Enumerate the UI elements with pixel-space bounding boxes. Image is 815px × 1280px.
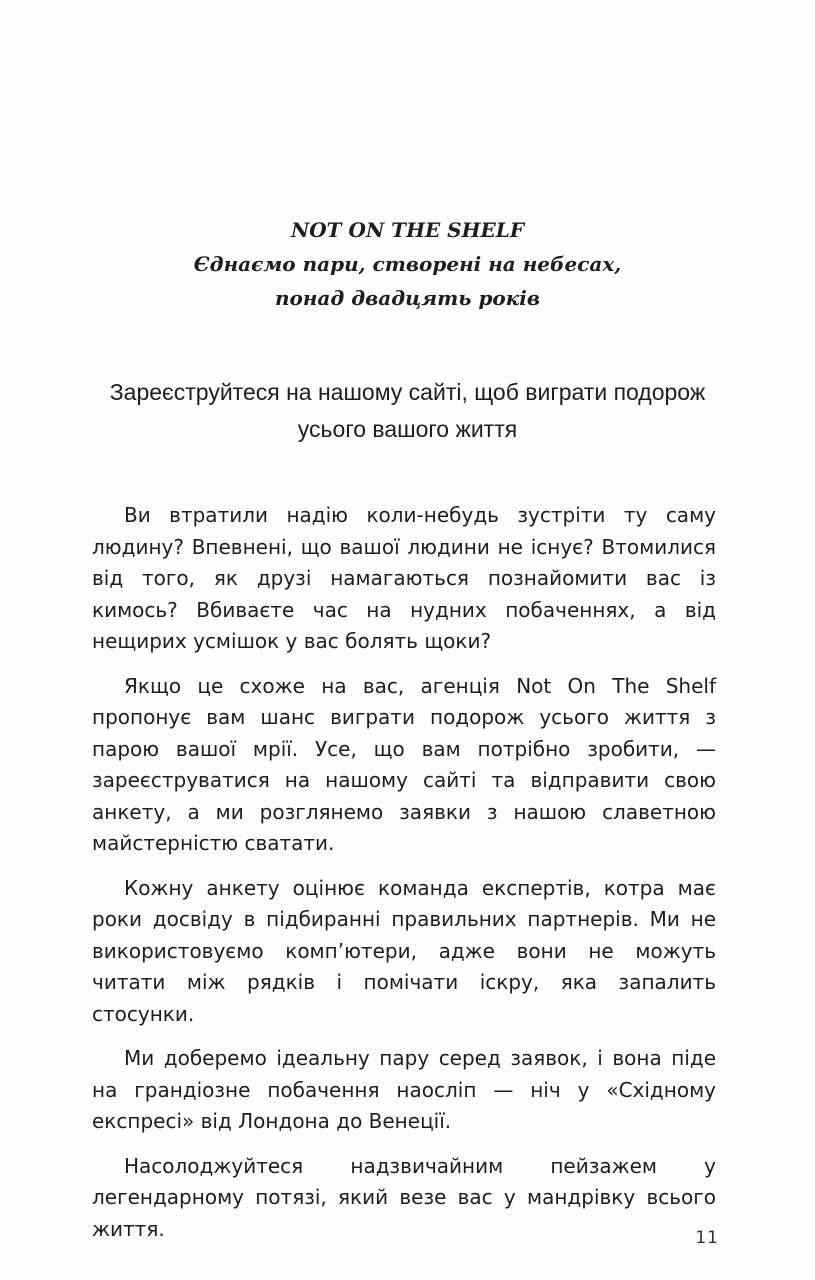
headline-line-2: усього вашого життя: [297, 416, 518, 442]
headline: [70, 374, 745, 448]
headline-line-1: Зареєструйтеся на нашому сайті, щоб виграти подорож: [109, 379, 706, 405]
body-text: [92, 500, 716, 1258]
paragraph-4: Ми доберемо ідеальну пару серед заявок, і вона піде на грандіозне побачення наосліп — ніч у «Східному експресі» від Лондона до Венеції.: [92, 1046, 716, 1133]
page-number: 11: [695, 1228, 719, 1248]
ad-header: [0, 213, 815, 315]
tagline-line-1: Єднаємо пари, створені на небесах,: [193, 252, 622, 276]
paragraph-1: Ви втратили надію коли-небудь зустріти ту саму людину? Впевнені, що вашої людини не існує? Втомилися від того, як друзі намагаються познайомити вас із кимось? Вбиваєте час на нудних побаченнях, а від нещирих усмішок у вас болять щоки?: [92, 503, 716, 653]
agency-title: NOT ON THE SHELF: [290, 218, 525, 242]
paragraph-3: Кожну анкету оцінює команда експертів, котра має роки досвіду в підбиранні правильних партнерів. Ми не використовуємо комп’ютери, адже вони не можуть читати між рядків і помічати іскру, яка запалить стосунки.: [92, 875, 716, 1026]
paragraph-5: Насолоджуйтеся надзвичайним пейзажем у легендарному потязі, який везе вас у мандрівку всього життя.: [92, 1153, 716, 1241]
tagline-line-2: понад двадцять років: [274, 286, 541, 310]
paragraph-2: Якщо це схоже на вас, агенція Not On The Shelf пропонує вам шанс виграти подорож усього життя з парою вашої мрії. Усе, що вам потрібно зробити, — зареєструватися на нашому сайті та відправити свою анкету, а ми розглянемо заявки з нашою славетною майстерністю сватати.: [92, 673, 716, 855]
